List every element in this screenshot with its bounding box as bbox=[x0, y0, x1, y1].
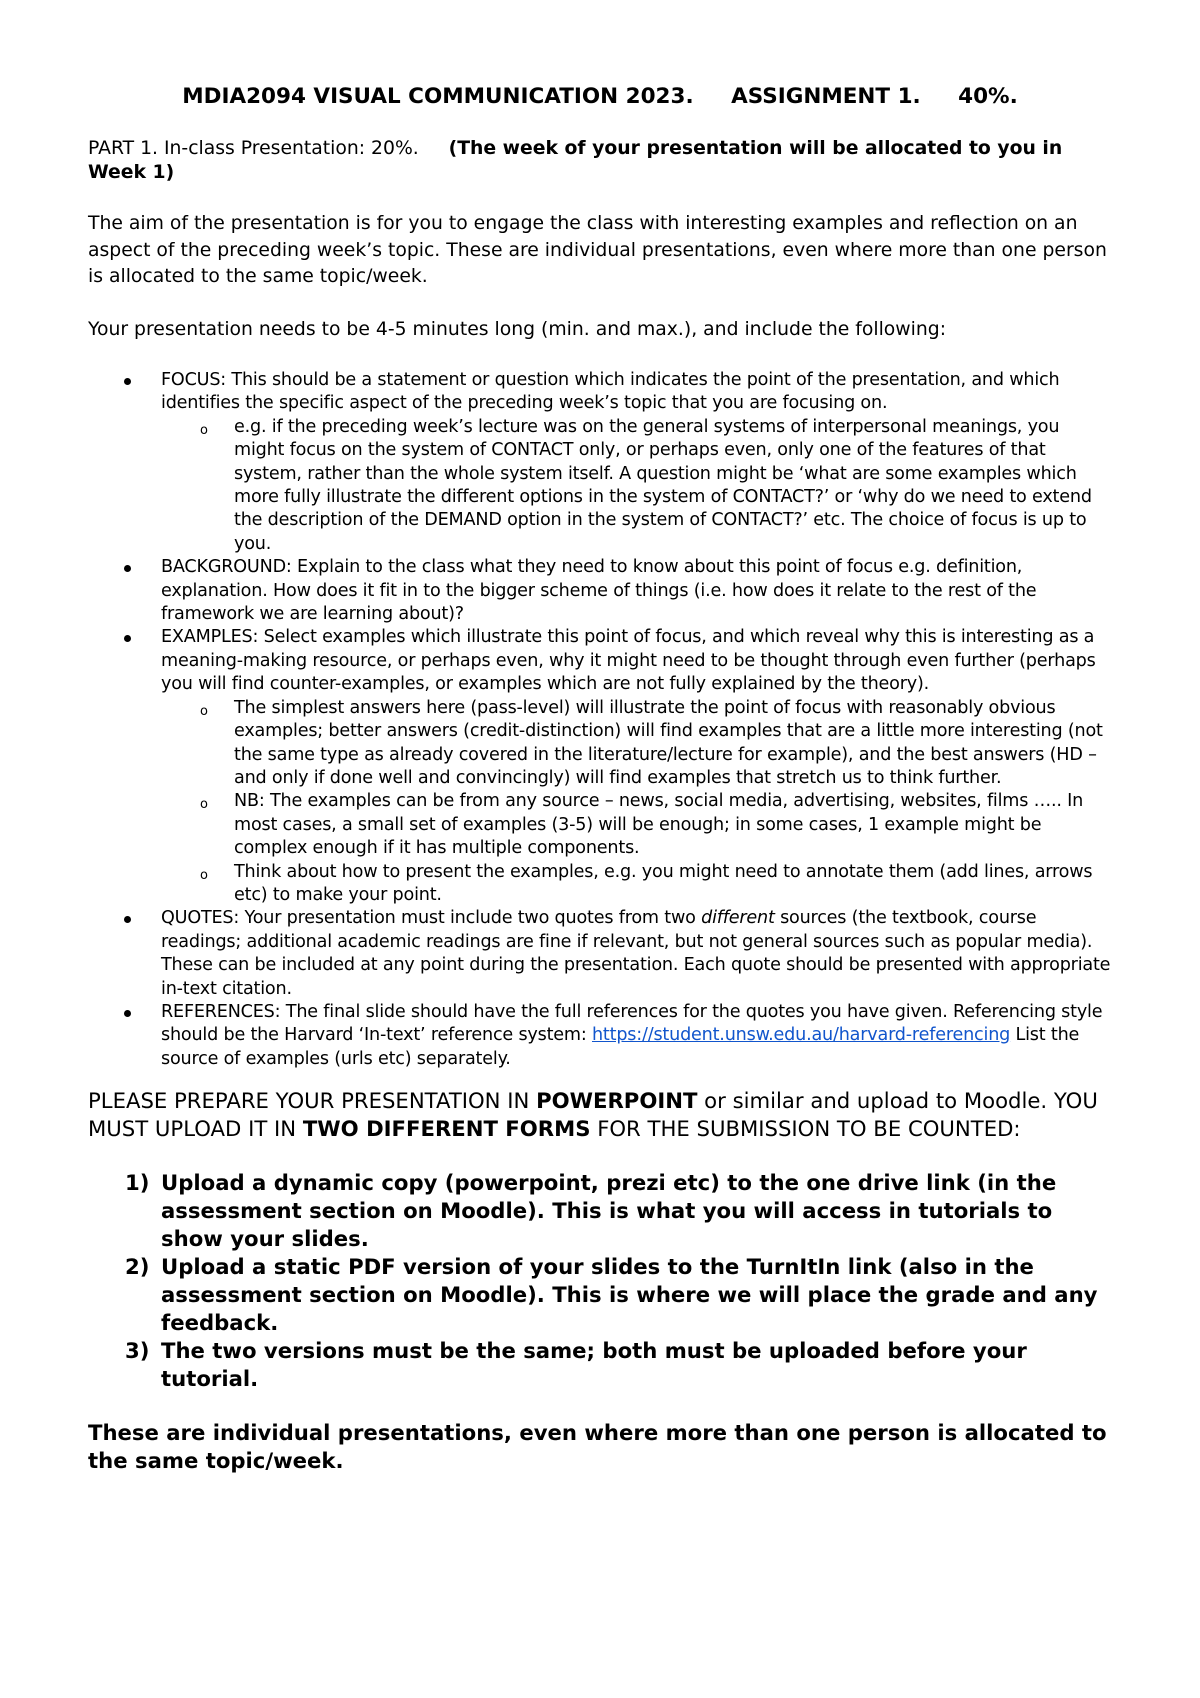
list-item-focus bbox=[88, 369, 1112, 556]
part1-heading: PART 1. In-class Presentation: 20%. bbox=[88, 138, 419, 159]
examples-presentation-text: Think about how to present the examples, e.g. you might need to annotate them (add lines, arrows etc) to make your point. bbox=[234, 861, 1093, 905]
list-item-quotes bbox=[88, 907, 1112, 1001]
upload-steps-list bbox=[88, 1169, 1112, 1393]
bullet-icon bbox=[124, 378, 131, 385]
list-item-background bbox=[88, 556, 1112, 626]
quotes-text-italic: different bbox=[701, 908, 775, 929]
sub-bullet-icon: o bbox=[200, 867, 208, 883]
examples-sublist bbox=[161, 697, 1112, 908]
bullet-icon bbox=[124, 635, 131, 642]
part1-heading-block bbox=[88, 137, 1112, 185]
step-text-1: Upload a dynamic copy (powerpoint, prezi etc) to the one drive link (in the assessment section on Moodle). This is what you will access in tutorials to show your slides. bbox=[161, 1170, 1057, 1252]
sub-bullet-icon: o bbox=[200, 703, 208, 719]
focus-sublist bbox=[161, 416, 1112, 556]
bullet-icon bbox=[124, 565, 131, 572]
sub-bullet-icon: o bbox=[200, 797, 208, 813]
upload-instructions bbox=[88, 1087, 1112, 1143]
quotes-text-after: sources (the textbook, course readings; additional academic readings are fine if relevant, but not general sources such as popular media). These can be included at any point during the presentation. Each quote should be presented with appropriate in-text citation. bbox=[161, 908, 1111, 999]
list-item-references bbox=[88, 1001, 1112, 1071]
intro-paragraph: The aim of the presentation is for you to engage the class with interesting examples and reflection on an aspect of the preceding week’s topic. These are individual presentations, even where more than one person is allocated to the same topic/week. bbox=[88, 213, 1107, 287]
step-number: 2) bbox=[125, 1254, 150, 1280]
background-text: BACKGROUND: Explain to the class what they need to know about this point of focus e.g. definition, explanation. How does it fit in to the bigger scheme of things (i.e. how does it relate to the rest of the framework we are learning about)? bbox=[161, 557, 1037, 625]
bullet-icon bbox=[124, 916, 131, 923]
list-item-examples bbox=[88, 626, 1112, 907]
upload-text-3: FOR THE SUBMISSION TO BE COUNTED: bbox=[590, 1116, 1021, 1142]
step-text-2: Upload a static PDF version of your slides to the TurnItIn link (also in the assessment section on Moodle). This is where we will place the grade and any feedback. bbox=[161, 1254, 1098, 1336]
upload-bold-powerpoint: POWERPOINT bbox=[536, 1088, 698, 1114]
list-item-examples-grading bbox=[161, 697, 1112, 791]
step-number: 1) bbox=[125, 1170, 150, 1196]
examples-text: EXAMPLES: Select examples which illustrate this point of focus, and which reveal why this is interesting as a meaning-making resource, or perhaps even, why it might need to be thought through even further (perhaps you will find counter-examples, or examples which are not fully explained by the theory). bbox=[161, 627, 1096, 695]
focus-text: FOCUS: This should be a statement or question which indicates the point of the presentation, and which identifies the specific aspect of the preceding week’s topic that you are focusing on. bbox=[161, 370, 1060, 414]
document-title: MDIA2094 VISUAL COMMUNICATION 2023. ASSIGNMENT 1. 40%. bbox=[182, 84, 1018, 109]
harvard-referencing-link[interactable]: https://student.unsw.edu.au/harvard-referencing bbox=[591, 1025, 1011, 1046]
step-number: 3) bbox=[125, 1338, 150, 1364]
step-text-3-after: your tutorial. bbox=[161, 1338, 1027, 1392]
bullet-icon bbox=[124, 1010, 131, 1017]
requirements-paragraph: Your presentation needs to be 4-5 minutes long (min. and max.), and include the following: bbox=[88, 318, 947, 340]
references-text-before: REFERENCES: The final slide should have the full references for the quotes you have given. Referencing style should be the Harvard ‘In-text’ reference system: bbox=[161, 1001, 1103, 1046]
upload-text-2: or similar and upload to Moodle. YOU MUST UPLOAD IT IN bbox=[88, 1088, 1098, 1142]
list-item-focus-example bbox=[161, 416, 1112, 556]
references-text-after: List the source of examples (urls etc) separately. bbox=[161, 1025, 1080, 1069]
list-item-examples-sources bbox=[161, 790, 1112, 860]
upload-bold-forms: TWO DIFFERENT FORMS bbox=[302, 1116, 591, 1142]
step-item-1 bbox=[88, 1169, 1112, 1253]
examples-grading-text: The simplest answers here (pass-level) will illustrate the point of focus with reasonably obvious examples; better answers (credit-distinction) will find examples that are a little more interesting (not the same type as already covered in the literature/lecture for example), and the best answers (HD – and only if done well and convincingly) will find examples that stretch us to think further. bbox=[234, 697, 1103, 788]
examples-sources-text: NB: The examples can be from any source – news, social media, advertising, websites, films ….. In most cases, a small set of examples (3-5) will be enough; in some cases, 1 example might be complex enough if it has multiple components. bbox=[234, 791, 1084, 859]
step-item-2 bbox=[88, 1253, 1112, 1337]
requirements-list bbox=[88, 369, 1112, 1071]
part1-note: (The week of your presentation will be allocated to you in Week 1) bbox=[88, 138, 1063, 183]
quotes-text-before: QUOTES: Your presentation must include two quotes from two bbox=[161, 908, 702, 929]
focus-example-text: e.g. if the preceding week’s lecture was on the general systems of interpersonal meanings, you might focus on the system of CONTACT only, or perhaps even, only one of the features of that system, rather than the whole system itself. A question might be ‘what are some examples which more fully illustrate the different options in the system of CONTACT?’ or ‘why do we need to extend the description of the DEMAND option in the system of CONTACT?’ etc. The choice of focus is up to you. bbox=[234, 416, 1092, 554]
list-item-examples-presentation bbox=[161, 861, 1112, 908]
upload-text-1: PLEASE PREPARE YOUR PRESENTATION IN bbox=[88, 1088, 537, 1114]
step-text-3-bold: before bbox=[887, 1338, 966, 1364]
step-item-3 bbox=[88, 1337, 1112, 1393]
final-note: These are individual presentations, even where more than one person is allocated to the same topic/week. bbox=[88, 1420, 1107, 1474]
step-text-3-before: The two versions must be the same; both must be uploaded bbox=[161, 1338, 888, 1364]
sub-bullet-icon: o bbox=[200, 422, 208, 438]
